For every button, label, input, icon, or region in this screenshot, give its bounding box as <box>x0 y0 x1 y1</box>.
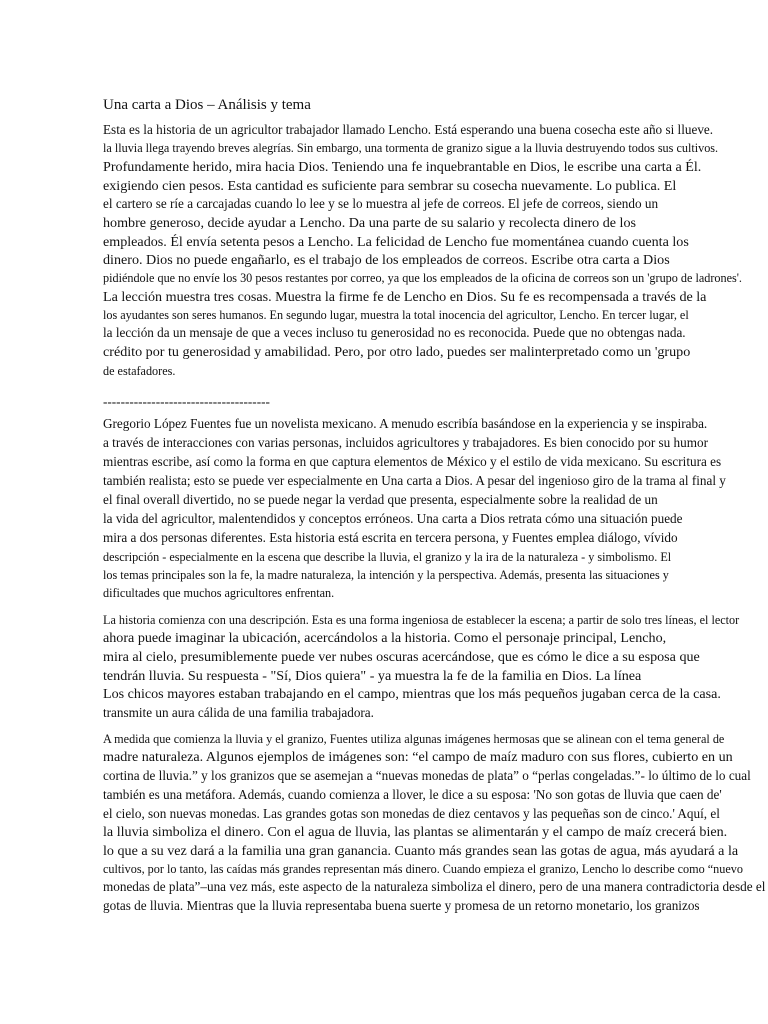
text-line: La lección muestra tres cosas. Muestra la firme fe de Lencho en Dios. Su fe es recompensada a través de la <box>103 289 707 305</box>
text-line: cortina de lluvia.” y los granizos que se asemejan a “nuevas monedas de plata” o “perlas congeladas.”- lo último de lo cual <box>103 768 751 783</box>
text-line: también es una metáfora. Además, cuando comienza a llover, le dice a su esposa: 'No son gotas de lluvia que caen de' <box>103 787 722 802</box>
text-line: pidiéndole que no envíe los 30 pesos restantes por correo, ya que los empleados de la oficina de correos son un 'grupo de ladrones'. <box>103 271 742 285</box>
text-line: Esta es la historia de un agricultor trabajador llamado Lencho. Está esperando una buena cosecha este año si llueve. <box>103 122 714 137</box>
text-line: transmite un aura cálida de una familia trabajadora. <box>103 705 374 720</box>
text-line: también realista; esto se puede ver especialmente en Una carta a Dios. A pesar del ingenioso giro de la trama al final y <box>103 473 726 488</box>
text-line: tendrán lluvia. Su respuesta - "Sí, Dios quiera" - ya muestra la fe de la familia en Dios. La línea <box>103 668 642 684</box>
text-line: la lluvia simboliza el dinero. Con el agua de lluvia, las plantas se alimentarán y el campo de maíz crecerá bien. <box>103 824 728 840</box>
text-line: Los chicos mayores estaban trabajando en el campo, mientras que los más pequeños jugaban cerca de la casa. <box>103 686 721 702</box>
text-line: Profundamente herido, mira hacia Dios. Teniendo una fe inquebrantable en Dios, le escribe una carta a Él. <box>103 159 702 175</box>
text-line: A medida que comienza la lluvia y el granizo, Fuentes utiliza algunas imágenes hermosas que se alinean con el tema general de <box>103 732 725 746</box>
text-line: la lección da un mensaje de que a veces incluso tu generosidad no es reconocida. Puede que no obtengas nada. <box>103 325 686 340</box>
text-line: de estafadores. <box>103 364 176 378</box>
text-line: mira a dos personas diferentes. Esta historia está escrita en tercera persona, y Fuentes emplea diálogo, vívido <box>103 530 678 545</box>
text-line: dificultades que muchos agricultores enfrentan. <box>103 586 335 600</box>
text-line: mira al cielo, presumiblemente puede ver nubes oscuras acercándose, que es cómo le dice a su esposa que <box>103 649 700 665</box>
separator-line: -------------------------------------- <box>103 394 270 409</box>
text-line: los ayudantes son seres humanos. En segundo lugar, muestra la total inocencia del agricultor, Lencho. En tercer lugar, el <box>103 308 689 322</box>
text-line: descripción - especialmente en la escena que describe la lluvia, el granizo y la ira de la naturaleza - y simbolismo. El <box>103 550 672 564</box>
text-line: crédito por tu generosidad y amabilidad. Pero, por otro lado, puedes ser malinterpretado como un 'grupo <box>103 344 691 360</box>
document-title: Una carta a Dios – Análisis y tema <box>103 97 311 113</box>
text-line: Gregorio López Fuentes fue un novelista mexicano. A menudo escribía basándose en la experiencia y se inspiraba. <box>103 416 708 431</box>
text-line: los temas principales son la fe, la madre naturaleza, la intención y la perspectiva. Además, presenta las situaciones y <box>103 568 669 582</box>
text-line: madre naturaleza. Algunos ejemplos de imágenes son: “el campo de maíz maduro con sus flores, cubierto en un <box>103 749 733 765</box>
text-line: exigiendo cien pesos. Esta cantidad es suficiente para sembrar su cosecha nuevamente. Lo publica. El <box>103 178 677 194</box>
text-line: monedas de plata”–una vez más, este aspecto de la naturaleza simboliza el dinero, pero de una manera contradictoria desde el <box>103 879 766 894</box>
text-line: empleados. Él envía setenta pesos a Lencho. La felicidad de Lencho fue momentánea cuando cuenta los <box>103 234 689 250</box>
text-line: hombre generoso, decide ayudar a Lencho. Da una parte de su salario y recolecta dinero de los <box>103 215 636 231</box>
text-line: el cielo, son nuevas monedas. Las grandes gotas son monedas de diez centavos y las pequeñas son de cinco.' Aquí, el <box>103 806 720 821</box>
text-line: el cartero se ríe a carcajadas cuando lo lee y se lo muestra al jefe de correos. El jefe de correos, siendo un <box>103 196 659 211</box>
text-line: la vida del agricultor, malentendidos y conceptos erróneos. Una carta a Dios retrata cómo una situación puede <box>103 511 683 526</box>
text-line: gotas de lluvia. Mientras que la lluvia representaba buena suerte y promesa de un retorno monetario, los granizos <box>103 898 700 913</box>
text-line: dinero. Dios no puede engañarlo, es el trabajo de los empleados de correos. Escribe otra carta a Dios <box>103 252 670 268</box>
text-line: ahora puede imaginar la ubicación, acercándolos a la historia. Como el personaje principal, Lencho, <box>103 630 667 646</box>
text-line: La historia comienza con una descripción. Esta es una forma ingeniosa de establecer la escena; a partir de solo tres líneas, el lector <box>103 613 740 627</box>
text-line: a través de interacciones con varias personas, incluidos agricultores y trabajadores. Es bien conocido por su humor <box>103 435 708 450</box>
text-line: mientras escribe, así como la forma en que captura elementos de México y el estilo de vida mexicano. Su escritura es <box>103 454 722 469</box>
text-line: el final overall divertido, no se puede negar la verdad que presenta, especialmente sobre la realidad de un <box>103 492 658 507</box>
text-line: cultivos, por lo tanto, las caídas más grandes representan más dinero. Cuando empieza el granizo, Lencho lo describe como “nuevo <box>103 862 743 876</box>
text-line: la lluvia llega trayendo breves alegrías. Sin embargo, una tormenta de granizo sigue a la lluvia destruyendo todos sus cultivos. <box>103 141 719 155</box>
text-line: lo que a su vez dará a la familia una gran ganancia. Cuanto más grandes sean las gotas de agua, más ayudará a la <box>103 843 739 859</box>
